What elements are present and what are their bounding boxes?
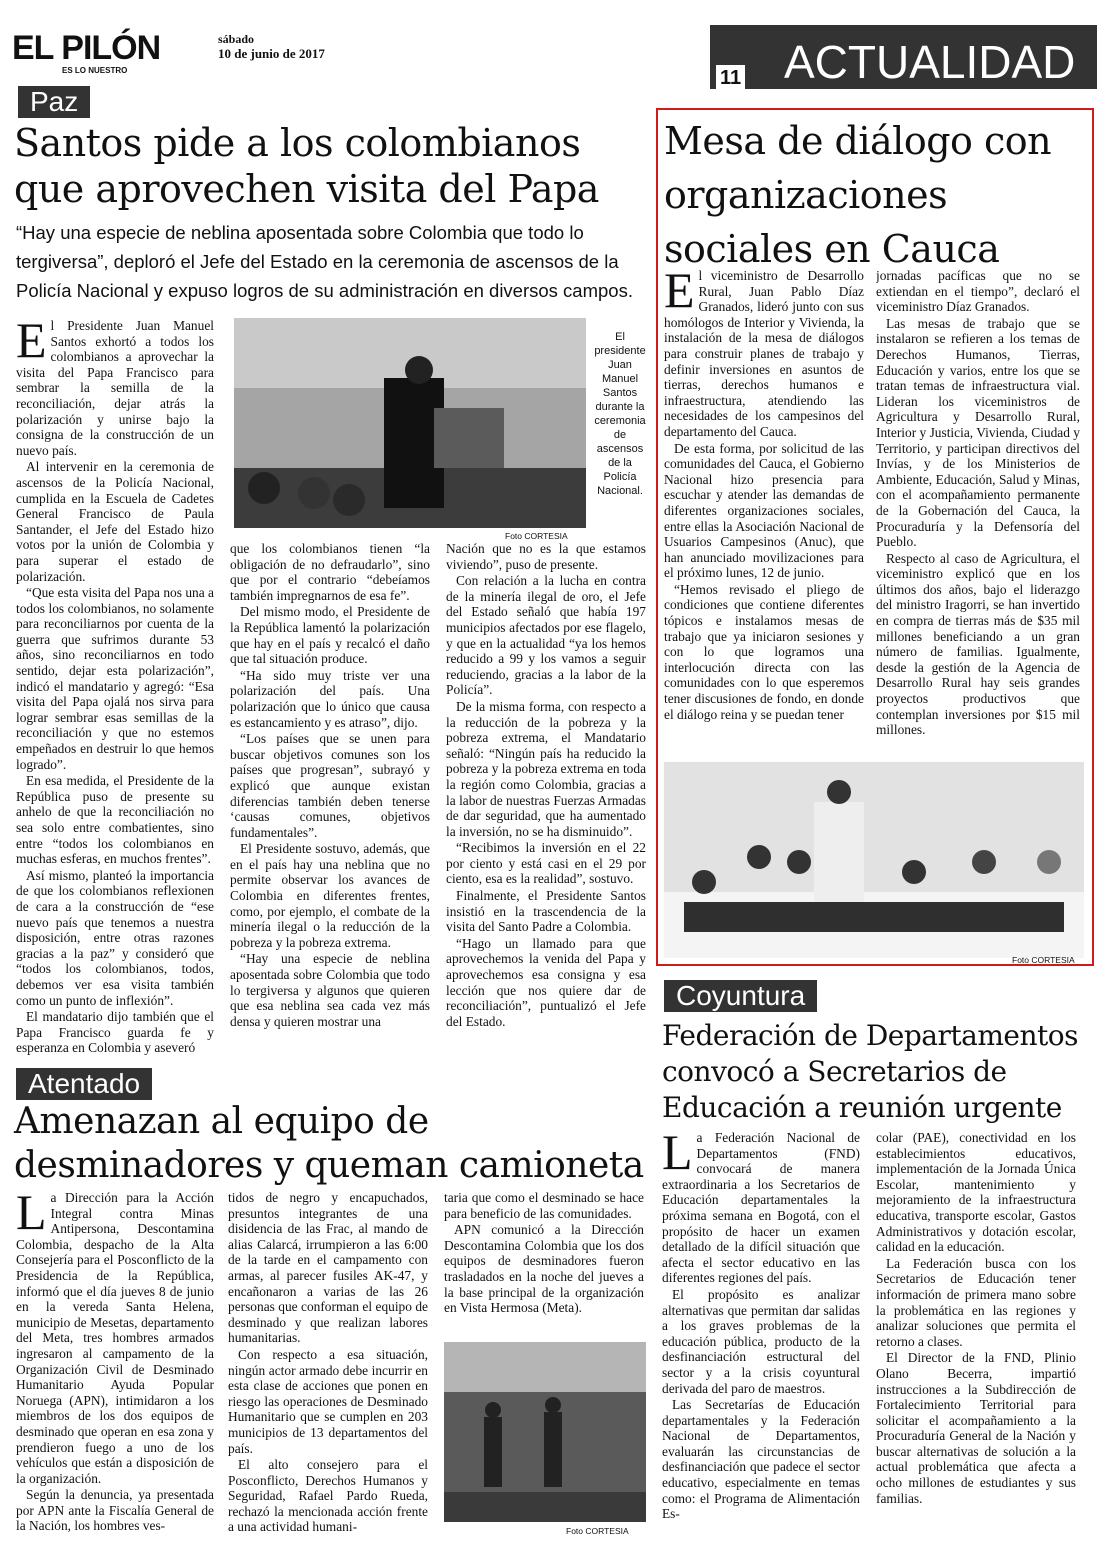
masthead-logo: EL PILÓN [12, 29, 161, 67]
article2-col1: El viceministro de Desarrollo Rural, Juan Pablo Díaz Granados, lideró junto con sus homólogos de Interior y Vivienda, la instalación de la mesa de diálogos para construir planes de trabajo y definir inversiones en asuntos de tierras, derechos humanos e infraestructura, atendiendo las necesidades de los campesinos del departamento del Cauca. De esta forma, por solicitud de las comunidades del Cauca, el Gobierno Nacional hizo presencia para escuchar y atender las demandas de diferentes organizaciones sociales, entre ellas la Asociación Nacional de Usuarios Campesinos (Anuc), que han anunciado movilizaciones para el próximo lunes, 12 de junio. “Hemos revisado el pliego de condiciones que contiene diferentes tópicos e instalamos mesas de trabajo que ya iniciaron sesiones y con lo que logramos una interlocución directa con las comunidades con lo que esperemos tener discusiones de fondo, en donde el diálogo reina y se puedan tener [664, 268, 864, 722]
article4-col2: tidos de negro y encapuchados, presuntos integrantes de una disidencia de las Frac, al mando de alias Calarcá, irrumpieron a las 6:00 de la tarde en el campamento con armas, al parecer fusiles AK-47, y encañonaron a varias de las 26 personas que conforman el equipo de desminado y que realizan labores humanitarias. Con respecto a esa situación, ningún actor armado debe incurrir en esta clase de acciones que ponen en riesgo las operaciones de Desminado Humanitario que se cumplen en 203 municipios de 13 departamentos del país. El alto consejero para el Posconflicto, Derechos Humanos y Seguridad, Rafael Pardo Rueda, rechazó la mencionada acción frente a una actividad humani- [228, 1190, 428, 1535]
credit-santos: Foto CORTESIA [505, 531, 568, 541]
headline-santos: Santos pide a los colombianos que aprovechen visita del Papa [14, 121, 599, 211]
photo-cauca [664, 762, 1084, 958]
article3-col1: La Federación Nacional de Departamentos (FND) convocará de manera extraordinaria a los Secretarios de Educación departamentales la próxima semana en Bogotá, con el propósito de hacer un examen detallado de la difícil situación que afecta el sector educativo en las diferentes regiones del país. El propósito es analizar alternativas que permitan dar salidas a los graves problemas de la educación pública, producto de la desfinanciación estructural del sector y a la crisis coyuntural derivada del paro de maestros. Las Secretarías de Educación departamentales y la Federación Nacional de Departamentos, evaluarán las circunstancias de desfinanciación que padece el sector educativo, especialmente en temas como: el Programa de Alimentación Es- [662, 1130, 860, 1522]
credit-cauca: Foto CORTESIA [1012, 955, 1075, 965]
dropcap: E [16, 318, 47, 368]
dropcap: E [664, 268, 695, 318]
kicker-atentado: Atentado [16, 1068, 152, 1100]
section-title: ACTUALIDAD [784, 36, 1076, 88]
headline-fnd: Federación de Departamentos convocó a Secretarios de Educación a reunión urgente [662, 1019, 1078, 1124]
article1-col3: Nación que no es la que estamos viviendo”, puso de presente. Con relación a la lucha en contra de la minería ilegal de oro, el Jefe del Estado señaló que había 197 municipios afectados por ese flagelo, y que en la actualidad “ya los hemos reducido a 99 y los vamos a seguir reduciendo, gracias a la labor de la Policía”. De la misma forma, con respecto a la reducción de la pobreza y la pobreza extrema, el Mandatario señaló: “Ningún país ha reducido la pobreza y la pobreza extrema en toda la región como Colombia, gracias a la labor de nuestras Fuerzas Armadas de dar seguridad, que ha aumentado la inversión, no se ha disminuido”. “Recibimos la inversión en el 22 por ciento y está casi en el 29 por ciento, esa es la realidad”, sostuvo. Finalmente, el Presidente Santos insistió en la trascendencia de la visita del Santo Padre a Colombia. “Hago un llamado para que aprovechemos la venida del Papa y aprovechemos esa consigna y esa lección que nos quiere dar de reconciliación”, puntualizó el Jefe del Estado. [446, 541, 646, 1029]
article4-col1: La Dirección para la Acción Integral contra Minas Antipersona, Descontamina Colombia, despacho de la Alta Consejería para el Posconflicto de la Presidencia de la República, informó que el día jueves 8 de junio en la vereda Santa Helena, municipio de Mesetas, departamento del Meta, tres hombres armados ingresaron al campamento de la Organización Civil de Desminado Humanitario Ayuda Popular Noruega (APN), intimidaron a los miembros de los dos equipos de desminado que operan en esa zona y prendieron fuego a uno de los vehículos que están a disposición de la organización. Según la denuncia, ya presentada por APN ante la Fiscalía General de la Nación, los hombres ves- [16, 1190, 214, 1534]
photo-cauca-image [664, 762, 1084, 958]
dropcap: L [16, 1190, 47, 1240]
photo-desminadores-image [444, 1342, 646, 1522]
headline-cauca: Mesa de diálogo con organizaciones sociales en Cauca [664, 119, 1052, 271]
article1-col2: que los colombianos tienen “la obligación de no defraudarlo”, sino que por el contrario “debeíamos también impregnarnos de esa fe”. Del mismo modo, el Presidente de la República lamentó la polarización que hay en el país y recalcó el daño que tal situación produce. “Ha sido muy triste ver una polarización del país. Una polarización que lo único que causa es estancamiento y es atraso”, dijo. “Los países que se unen para buscar objetivos comunes son los países que progresan”, subrayó y explicó que aunque existan diferencias también deben tenerse ‘causas comunes, objetivos fundamentales”. El Presidente sostuvo, además, que en el país hay una neblina que no permite observar los avances de Colombia en diferentes frentes, como, por ejemplo, el combate de la minería ilegal o la reducción de la pobreza y la pobreza extrema. “Hay una especie de neblina aposentada sobre Colombia que todo lo tergiversa y algunos que quieren que esa neblina sea cada vez más densa y quieren mostrar una [230, 541, 430, 1029]
photo-desminadores [444, 1342, 646, 1522]
dropcap: L [662, 1130, 693, 1180]
headline-desminadores: Amenazan al equipo de desminadores y queman camioneta [14, 1101, 644, 1186]
edition-day: sábado [218, 32, 255, 46]
masthead [10, 28, 1103, 88]
photo-santos-image [234, 318, 586, 528]
article2-col2: jornadas pacíficas que no se extiendan en el tiempo”, declaró el viceministro Díaz Granados. Las mesas de trabajo que se instalaron se refieren a los temas de Derechos Humanos, Tierras, Educación y varios, entre los que se tratan temas de infraestructura vial. Lideran los viceministros de Agricultura y Desarrollo Rural, Interior y Justicia, Vivienda, Ciudad y Territorio, y participan directivos del Invías, y de los Ministerios de Ambiente, Educación, Salud y Minas, con el acompañamiento permanente de la Gobernación del Cauca, la Procuraduría y la Defensoría del Pueblo. Respecto al caso de Agricultura, el viceministro explicó que en los últimos dos años, bajo el liderazgo del ministro Iragorri, se han invertido en compra de tierras más de $35 mil millones beneficiando a un gran número de familias. Igualmente, desde la gestión de la Agencia de Desarrollo Rural hay seis grandes proyectos productivos que contemplan inversiones por $15 mil millones. [876, 268, 1080, 738]
page-number: 11 [716, 65, 745, 89]
caption-santos: El presidente Juan Manuel Santos durante la ceremonia de ascensos de la Policía Nacional. [594, 331, 646, 497]
article3-col2: colar (PAE), conectividad en los establecimientos educativos, implementación de la Jornada Única Escolar, mantenimiento y mejoramiento de la infraestructura educativa, transporte escolar, Gastos Administrativos y dotación escolar, calidad en la educación. La Federación busca con los Secretarios de Educación tener información de primera mano sobre la problemática en las regiones y analizar soluciones que permita el retorno a clases. El Director de la FND, Plinio Olano Becerra, impartió instrucciones a la Subdirección de Fortalecimiento Territorial para solicitar el acompañamiento a la Procuraduría General de la Nación y buscar alternativas de solución a la actual problemática que afecta a ocho millones de estudiantes y sus familias. [876, 1130, 1076, 1506]
article4-col3: taria que como el desminado se hace para beneficio de las comunidades. APN comunicó a la Dirección Descontamina Colombia que los dos equipos de desminadores fueron trasladados en la noche del jueves a la base principal de la organización en Vista Hermosa (Meta). [444, 1190, 644, 1316]
kicker-coyuntura: Coyuntura [664, 980, 817, 1012]
photo-santos [234, 318, 586, 528]
article1-col1: El Presidente Juan Manuel Santos exhortó a todos los colombianos a aprovechar la visita del Papa Francisco para sembrar la semilla de la reconciliación, dejar atrás la polarización y unirse bajo la consigna de la construcción de un nuevo país. Al intervenir en la ceremonia de ascensos de la Policía Nacional, cumplida en la Escuela de Cadetes General Francisco de Paula Santander, el Jefe del Estado hizo votos por la unión de Colombia y para superar el estado de polarización. “Que esta visita del Papa nos una a todos los colombianos, no solamente para reconciliarnos por cuenta de la guerra que sufrimos durante 53 años, sino reconciliarnos en todo sentido, dejar esta polarización”, indicó el mandatario y agregó: “Esa visita del Papa ojalá nos sirva para lograr sembrar esas semillas de la reconciliación y que no estemos empeñados en destruir lo que hemos logrado”. En esa medida, el Presidente de la República puso de presente su anhelo de que la reconciliación no sea solo entre combatientes, sino entre “todos los colombianos en muchas esferas, en muchos frentes”. Así mismo, planteó la importancia de que los colombianos reflexionen de cara a la construcción de “ese nuevo país que tenemos a nuestra disposición, entre otras razones gracias a la paz” y consideró que “todos los colombianos, todos, debemos ver esa visita también como un punto de inflexión”. El mandatario dijo también que el Papa Francisco guarda fe y esperanza en Colombia y aseveró [16, 318, 214, 1056]
kicker-paz: Paz [18, 86, 90, 118]
deck-santos: “Hay una especie de neblina aposentada sobre Colombia que todo lo tergiversa”, deploró el Jefe del Estado en la ceremonia de ascensos de la Policía Nacional y expuso logros de su administración en diversos campos. [16, 222, 633, 301]
credit-desminadores: Foto CORTESIA [566, 1526, 629, 1536]
section-banner [710, 25, 1097, 89]
masthead-slogan: ES LO NUESTRO [62, 66, 128, 75]
edition-date: 10 de junio de 2017 [218, 46, 325, 61]
